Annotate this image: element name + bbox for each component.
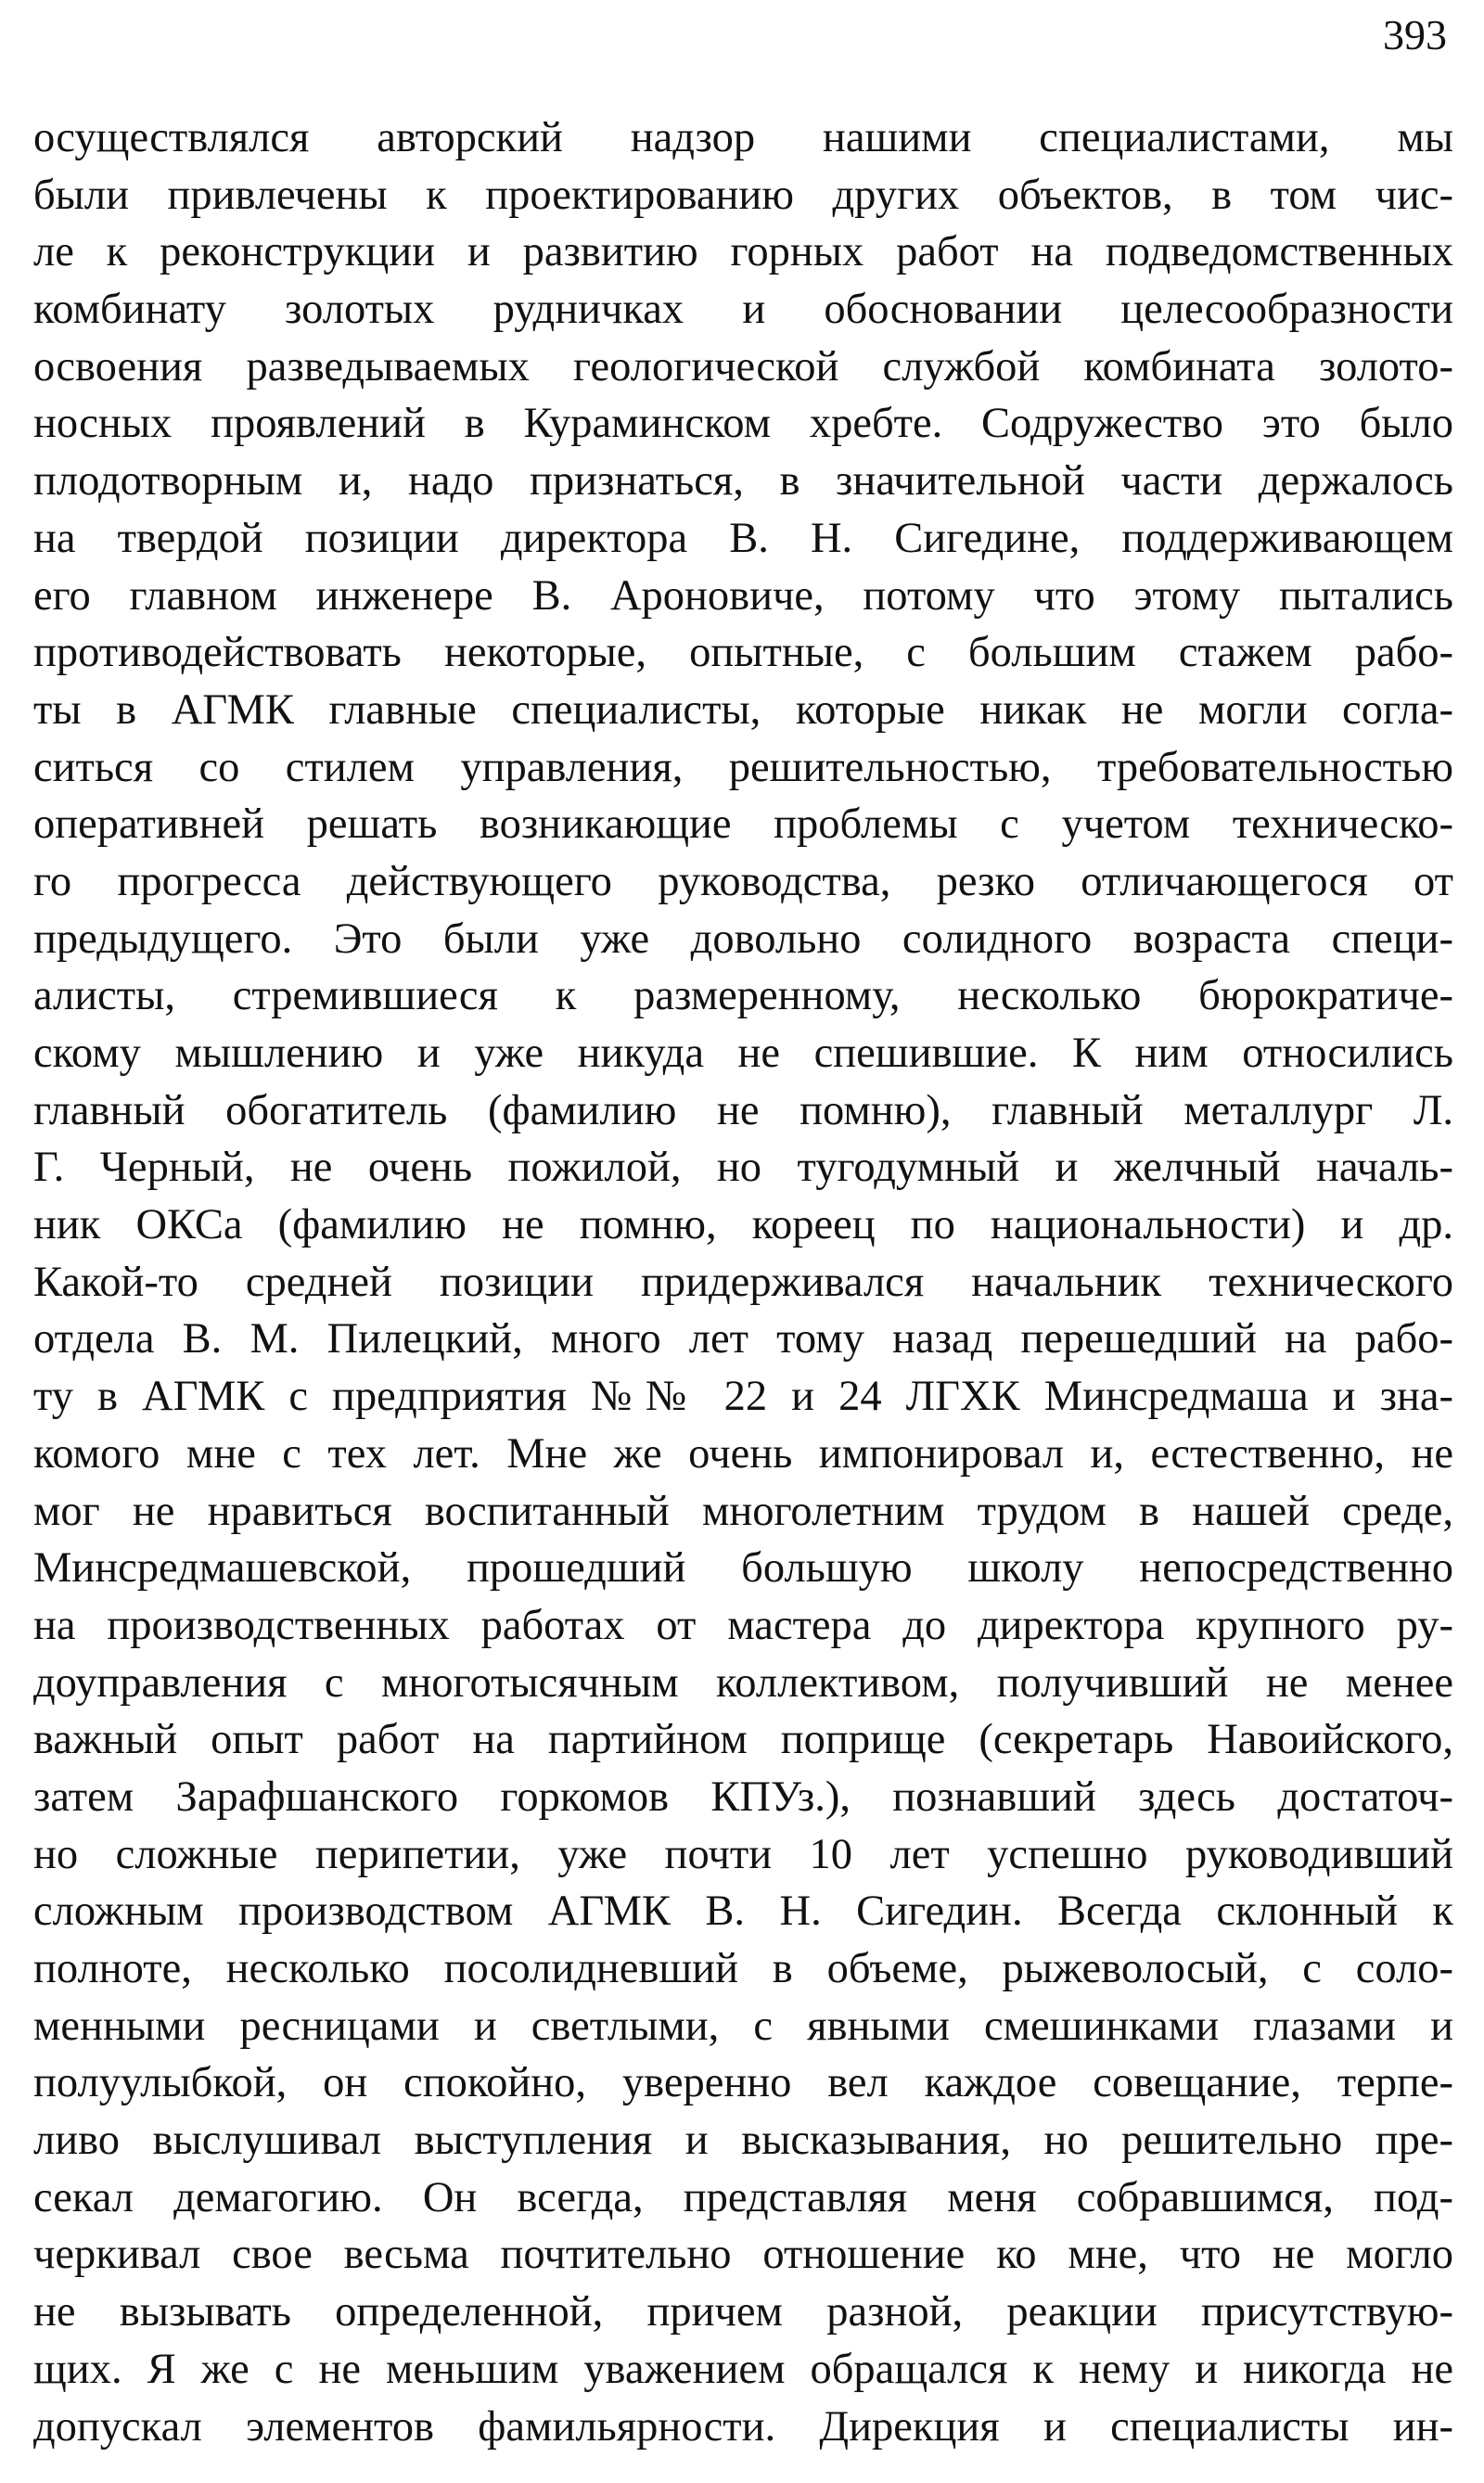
text-line: скому мышлению и уже никуда не спешившие. К ним относились — [33, 1030, 1453, 1077]
text-line: предыдущего. Это были уже довольно солидного возраста специ- — [33, 915, 1453, 963]
text-line: Минсредмашевской, прошедший большую школу непосредственно — [33, 1544, 1453, 1593]
text-line: комого мне с тех лет. Мне же очень импонировал и, естественно, не — [33, 1429, 1453, 1478]
text-line: допускал элементов фамильярности. Дирекция и специалисты ин- — [33, 2402, 1453, 2451]
text-line: затем Зарафшанского горкомов КПУз.), познавший здесь достаточ- — [33, 1773, 1453, 1821]
text-line: ле к реконструкции и развитию горных работ на подведомственных — [33, 228, 1453, 276]
body-text — [33, 109, 1453, 2455]
text-line: полуулыбкой, он спокойно, уверенно вел каждое совещание, терпе- — [33, 2059, 1453, 2107]
text-line: носных проявлений в Кураминском хребте. Содружество это было — [33, 400, 1453, 448]
text-line: важный опыт работ на партийном поприще (секретарь Навоийского, — [33, 1716, 1453, 1764]
text-line: на твердой позиции директора В. Н. Сигедине, поддерживающем — [33, 514, 1453, 562]
text-line: ты в АГМК главные специалисты, которые никак не могли согла- — [33, 685, 1453, 734]
text-line: ливо выслушивал выступления и высказывания, но решительно пре- — [33, 2117, 1453, 2165]
text-line: освоения разведываемых геологической службой комбината золото- — [33, 342, 1453, 390]
text-line: плодотворным и, надо признаться, в значительной части держалось — [33, 457, 1453, 506]
text-line: менными ресницами и светлыми, с явными смешинками глазами и — [33, 2002, 1453, 2050]
text-line: мог не нравиться воспитанный многолетним трудом в нашей среде, — [33, 1487, 1453, 1535]
text-line: Какой-то средней позиции придерживался начальник технического — [33, 1258, 1453, 1306]
text-line: противодействовать некоторые, опытные, с большим стажем рабо- — [33, 629, 1453, 677]
text-line: Г. Черный, не очень пожилой, но тугодумный и желчный началь- — [33, 1144, 1453, 1192]
text-line: его главном инженере В. Ароновиче, потому что этому пытались — [33, 571, 1453, 620]
text-line: алисты, стремившиеся к размеренному, несколько бюрократиче- — [33, 972, 1453, 1020]
text-line: го прогресса действующего руководства, резко отличающегося от — [33, 857, 1453, 905]
text-line: полноте, несколько посолидневший в объеме, рыжеволосый, с соло- — [33, 1945, 1453, 1992]
text-line: не вызывать определенной, причем разной, реакции присутствую- — [33, 2288, 1453, 2336]
text-line: ту в АГМК с предприятия №№ 22 и 24 ЛГХК Минсредмаша и зна- — [33, 1373, 1453, 1421]
text-line: секал демагогию. Он всегда, представляя меня собравшимся, под- — [33, 2173, 1453, 2221]
text-line: ситься со стилем управления, решительностью, требовательностью — [33, 743, 1453, 791]
text-line: были привлечены к проектированию других объектов, в том чис- — [33, 171, 1453, 219]
text-line: главный обогатитель (фамилию не помню), главный металлург Л. — [33, 1086, 1453, 1134]
text-line: на производственных работах от мастера до директора крупного ру- — [33, 1601, 1453, 1649]
text-line: комбинату золотых рудничках и обосновании целесообразности — [33, 286, 1453, 334]
text-line: отдела В. М. Пилецкий, много лет тому назад перешедший на рабо- — [33, 1315, 1453, 1363]
text-line: но сложные перипетии, уже почти 10 лет успешно руководивший — [33, 1830, 1453, 1878]
text-line: оперативней решать возникающие проблемы с учетом техническо- — [33, 800, 1453, 849]
text-line: щих. Я же с не меньшим уважением обращался к нему и никогда не — [33, 2345, 1453, 2393]
text-line: осуществлялся авторский надзор нашими специалистами, мы — [33, 114, 1453, 161]
page-number: 393 — [1383, 11, 1447, 58]
text-line: доуправления с многотысячным коллективом, получивший не менее — [33, 1658, 1453, 1707]
text-line: ник ОКСа (фамилию не помню, кореец по национальности) и др. — [33, 1201, 1453, 1249]
text-line: черкивал свое весьма почтительно отношение ко мне, что не могло — [33, 2231, 1453, 2279]
text-line: сложным производством АГМК В. Н. Сигедин. Всегда склонный к — [33, 1888, 1453, 1936]
